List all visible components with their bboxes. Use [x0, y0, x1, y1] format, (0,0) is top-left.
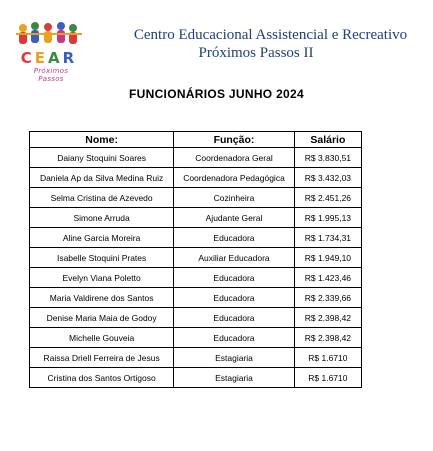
document-title: FUNCIONÁRIOS JUNHO 2024: [129, 87, 304, 101]
table-row: [30, 228, 362, 248]
employee-name: Michelle Gouveia: [30, 328, 174, 348]
employee-name: Denise Maria Maia de Godoy: [30, 308, 174, 328]
employee-salary: R$ 2.339,66: [294, 288, 361, 308]
header-salary: Salário: [294, 132, 361, 148]
children-logo-icon: [14, 20, 84, 52]
logo-text: CEAR: [20, 49, 78, 67]
table-row: [30, 248, 362, 268]
employee-role: Cozinheira: [174, 188, 295, 208]
organization-subtitle: Próximos Passos II: [198, 45, 314, 61]
table-header-row: [30, 132, 362, 148]
table-row: [30, 308, 362, 328]
employee-salary: R$ 3.830,51: [294, 148, 361, 168]
employee-salary: R$ 2.398,42: [294, 328, 361, 348]
table-row: [30, 148, 362, 168]
employee-role: Educadora: [174, 288, 295, 308]
employee-name: Isabelle Stoquini Prates: [30, 248, 174, 268]
employee-salary: R$ 2.398,42: [294, 308, 361, 328]
employee-role: Coordenadora Geral: [174, 148, 295, 168]
table-row: [30, 268, 362, 288]
employee-name: Maria Valdirene dos Santos: [30, 288, 174, 308]
table-row: [30, 288, 362, 308]
employee-name: Raissa Driell Ferreira de Jesus: [30, 348, 174, 368]
staff-table: [29, 131, 362, 388]
header-name: Nome:: [30, 132, 174, 148]
employee-salary: R$ 1.423,46: [294, 268, 361, 288]
employee-name: Daniela Ap da Silva Medina Ruiz: [30, 168, 174, 188]
employee-salary: R$ 1.6710: [294, 348, 361, 368]
organization-title: Centro Educacional Assistencial e Recreativo: [133, 27, 408, 43]
employee-role: Educadora: [174, 268, 295, 288]
table-row: [30, 208, 362, 228]
organization-logo: [14, 20, 84, 83]
table-row: [30, 348, 362, 368]
employee-role: Estagiaria: [174, 368, 295, 388]
employee-salary: R$ 1.6710: [294, 368, 361, 388]
employee-role: Educadora: [174, 308, 295, 328]
employee-name: Aline Garcia Moreira: [30, 228, 174, 248]
employee-salary: R$ 2.451,26: [294, 188, 361, 208]
employee-role: Educadora: [174, 228, 295, 248]
employee-role: Ajudante Geral: [174, 208, 295, 228]
employee-salary: R$ 1.734,31: [294, 228, 361, 248]
employee-salary: R$ 1.949,10: [294, 248, 361, 268]
employee-role: Auxiliar Educadora: [174, 248, 295, 268]
employee-name: Daiany Stoquini Soares: [30, 148, 174, 168]
header-role: Função:: [174, 132, 295, 148]
logo-subtext: Próximos Passos: [33, 67, 69, 83]
employee-role: Educadora: [174, 328, 295, 348]
employee-role: Estagiaria: [174, 348, 295, 368]
employee-name: Cristina dos Santos Ortigoso: [30, 368, 174, 388]
employee-role: Coordenadora Pedagógica: [174, 168, 295, 188]
table-row: [30, 368, 362, 388]
employee-name: Evelyn Viana Poletto: [30, 268, 174, 288]
table-row: [30, 168, 362, 188]
employee-name: Selma Cristina de Azevedo: [30, 188, 174, 208]
table-row: [30, 328, 362, 348]
employee-salary: R$ 1.995,13: [294, 208, 361, 228]
table-row: [30, 188, 362, 208]
employee-name: Simone Arruda: [30, 208, 174, 228]
employee-salary: R$ 3.432,03: [294, 168, 361, 188]
